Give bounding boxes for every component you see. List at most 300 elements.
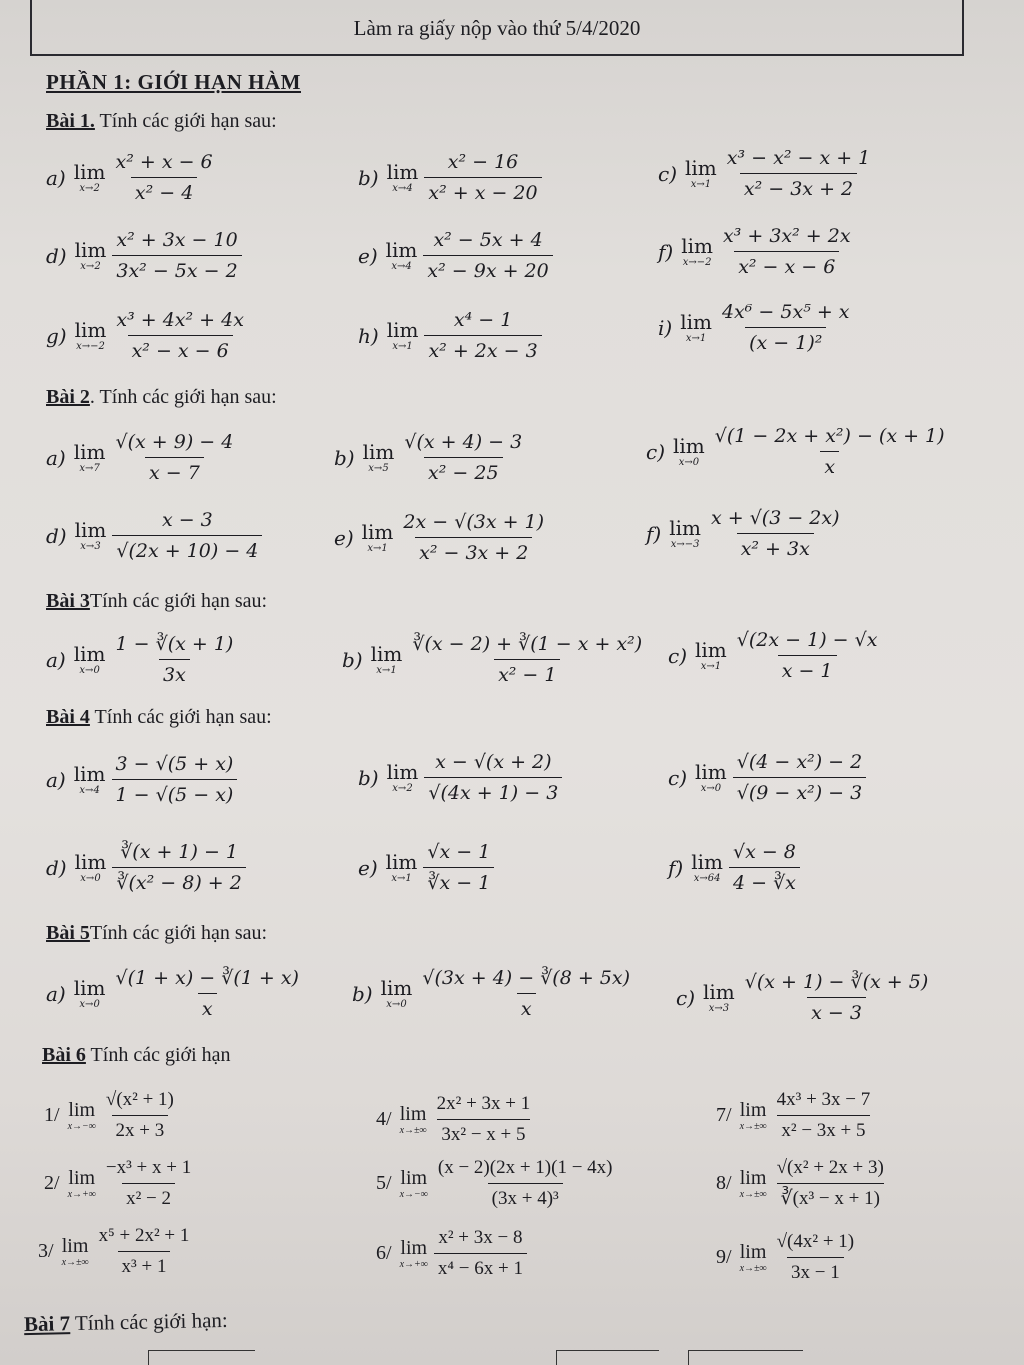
numerator: x² − 16 [447, 151, 519, 173]
lim-word: lim [400, 1237, 428, 1259]
exercise-number: 3/ [38, 1240, 54, 1262]
limit [673, 435, 705, 468]
lim-word: lim [361, 520, 394, 544]
lim-word: lim [73, 642, 106, 666]
denominator: x [517, 993, 536, 1021]
lim-word: lim [386, 760, 419, 784]
limit [681, 235, 713, 268]
limit [74, 441, 106, 474]
fraction [423, 228, 552, 283]
denominator: 1 − √(5 − x) [112, 779, 238, 807]
section-text: Tính các giới hạn sau: [89, 922, 268, 944]
lim-word: lim [386, 160, 419, 184]
exercise-6-9 [716, 1230, 858, 1285]
exercise-6-1 [44, 1088, 178, 1143]
lim-word: lim [385, 238, 418, 262]
numerator: √(x + 9) − 4 [115, 431, 234, 453]
exercise-letter: b) [358, 765, 379, 790]
limit-sub: x→1 [376, 665, 397, 676]
numerator: 1 − ∛(x + 1) [115, 633, 234, 655]
exercise-letter: d) [46, 523, 67, 548]
numerator: √(x + 1) − ∛(x + 5) [744, 971, 929, 993]
denominator: x² − 3x + 2 [415, 537, 532, 565]
denominator: (x − 1)² [745, 327, 826, 355]
limit-sub: x→3 [708, 1003, 730, 1014]
section-label: Bài 4 [46, 706, 90, 728]
limit [371, 643, 403, 676]
exercise-3c [668, 628, 881, 683]
limit-sub: x→−∞ [67, 1121, 96, 1132]
lim-word: lim [691, 850, 723, 874]
lim-word: lim [703, 980, 735, 1004]
lim-word: lim [685, 156, 717, 180]
numerator: x² + 3x − 10 [116, 229, 238, 251]
exercise-1g [46, 308, 248, 363]
exercise-letter: c) [646, 439, 666, 464]
fraction [112, 632, 238, 687]
exercise-4f [668, 840, 800, 895]
fraction [741, 970, 932, 1025]
numerator: (x − 2)(2x + 1)(1 − 4x) [437, 1157, 613, 1178]
exercise-letter: f) [646, 521, 662, 546]
lim-word: lim [74, 318, 107, 342]
section-heading-bai7 [24, 1308, 228, 1337]
section-text: Tính các giới hạn sau: [94, 110, 277, 132]
exercise-number: 4/ [376, 1108, 392, 1130]
numerator: x + √(3 − 2x) [710, 507, 840, 529]
exercise-6-5 [376, 1156, 617, 1211]
lim-word: lim [739, 1241, 767, 1263]
fraction [718, 300, 854, 355]
limit [75, 519, 107, 552]
fraction [423, 840, 494, 895]
limit [62, 1235, 89, 1268]
limit-sub: x→0 [80, 873, 101, 884]
limit-sub: x→±∞ [739, 1121, 767, 1132]
lim-word: lim [380, 976, 413, 1000]
lim-word: lim [399, 1103, 427, 1125]
limit-sub: x→0 [700, 783, 722, 794]
fraction [112, 966, 303, 1021]
exercise-letter: a) [46, 445, 66, 470]
exercise-letter: c) [658, 161, 678, 186]
section-label: Bài 6 [42, 1044, 86, 1066]
exercise-letter: a) [46, 165, 66, 190]
fraction [433, 1092, 535, 1147]
denominator: √(9 − x²) − 3 [733, 777, 866, 805]
lim-word: lim [695, 760, 727, 784]
section-heading-bai6 [42, 1044, 231, 1067]
section-text: Tính các giới hạn [85, 1044, 231, 1066]
exercise-2b [334, 430, 526, 485]
denominator: x² − x − 6 [128, 335, 233, 363]
fraction [733, 750, 866, 805]
numerator: √(4 − x²) − 2 [736, 751, 863, 773]
exercise-5c [676, 970, 932, 1025]
denominator: x² − 9x + 20 [423, 255, 552, 283]
lim-word: lim [400, 1167, 428, 1189]
cut-off-radical [688, 1350, 803, 1365]
exercise-2f [646, 506, 844, 561]
denominator: (3x + 4)³ [488, 1183, 563, 1211]
limit [362, 521, 394, 554]
numerator: √(4x² + 1) [776, 1231, 855, 1252]
limit-sub: x→2 [392, 783, 413, 794]
fraction [400, 430, 526, 485]
limit-sub: x→−3 [670, 539, 700, 550]
limit [691, 851, 723, 884]
exercise-5a [46, 966, 303, 1021]
exercise-letter: c) [676, 985, 696, 1010]
denominator: x² + 3x [737, 533, 814, 561]
numerator: √(x + 4) − 3 [404, 431, 523, 453]
limit-sub: x→0 [386, 999, 407, 1010]
limit [703, 981, 735, 1014]
exercise-letter: d) [46, 243, 67, 268]
fraction [112, 308, 248, 363]
fraction [434, 1156, 617, 1211]
section-heading-bai2 [46, 386, 277, 409]
limit [400, 1167, 428, 1200]
limit [695, 639, 727, 672]
fraction [773, 1088, 875, 1143]
fraction [773, 1230, 859, 1285]
exercise-3a [46, 632, 237, 687]
exercise-6-8 [716, 1156, 888, 1211]
denominator: x⁴ − 6x + 1 [434, 1253, 527, 1281]
exercise-6-2 [44, 1156, 195, 1211]
exercise-5b [352, 966, 634, 1021]
section-heading-bai4 [46, 706, 272, 729]
limit-sub: x→3 [80, 541, 101, 552]
lim-word: lim [386, 318, 419, 342]
limit [740, 1099, 767, 1132]
exercise-letter: c) [668, 643, 688, 668]
exercise-6-6 [376, 1226, 527, 1281]
fraction [711, 424, 949, 479]
denominator: x² + x − 20 [424, 177, 541, 205]
numerator: x⁴ − 1 [453, 309, 513, 331]
cut-off-radical [556, 1350, 659, 1365]
exercise-number: 8/ [716, 1172, 732, 1194]
denominator: x − 1 [778, 655, 837, 683]
limit [74, 977, 106, 1010]
fraction [112, 840, 245, 895]
exercise-6-4 [376, 1092, 534, 1147]
numerator: √(1 + x) − ∛(1 + x) [115, 967, 299, 989]
fraction [424, 308, 541, 363]
exercise-2d [46, 508, 262, 563]
fraction [112, 430, 238, 485]
submission-note: Làm ra giấy nộp vào thứ 5/4/2020 [353, 16, 641, 40]
exercise-4d [46, 840, 246, 895]
limit-sub: x→1 [690, 179, 712, 190]
fraction [733, 628, 882, 683]
exercise-1i [658, 300, 854, 355]
denominator: 3x [159, 659, 190, 687]
exercise-number: 5/ [376, 1172, 392, 1194]
denominator: 2x + 3 [112, 1115, 169, 1143]
limit-sub: x→1 [685, 333, 707, 344]
numerator: √(2x − 1) − √x [736, 629, 878, 651]
denominator: x² − 2 [122, 1183, 175, 1211]
exercise-number: 2/ [44, 1172, 60, 1194]
section-text: . Tính các giới hạn sau: [89, 386, 277, 408]
denominator: 3x − 1 [787, 1257, 844, 1285]
numerator: x³ + 4x² + 4x [116, 309, 244, 331]
exercise-3b [342, 632, 646, 687]
exercise-letter: d) [46, 855, 67, 880]
lim-word: lim [681, 234, 713, 258]
denominator: x³ + 1 [118, 1251, 171, 1279]
numerator: 2x − √(3x + 1) [403, 511, 545, 533]
section-label: Bài 5 [46, 922, 90, 944]
fraction [434, 1226, 527, 1281]
exercise-letter: g) [46, 323, 67, 348]
exercise-letter: e) [334, 525, 354, 550]
numerator: x³ − x² − x + 1 [726, 147, 871, 169]
limit-sub: x→1 [700, 661, 722, 672]
exercise-letter: h) [358, 323, 379, 348]
exercise-letter: f) [668, 855, 684, 880]
limit [740, 1167, 767, 1200]
lim-word: lim [739, 1167, 767, 1189]
limit [685, 157, 717, 190]
cut-off-radical [148, 1350, 255, 1365]
exercise-number: 7/ [716, 1104, 732, 1126]
numerator: √(x² + 2x + 3) [776, 1157, 884, 1178]
section-label: Bài 1. [46, 110, 95, 132]
limit-sub: x→−2 [76, 341, 105, 352]
exercise-1a [46, 150, 217, 205]
fraction [723, 146, 874, 201]
part-title: PHẦN 1: GIỚI HẠN HÀM [46, 70, 301, 94]
exercise-1c [658, 146, 874, 201]
numerator: 4x⁶ − 5x⁵ + x [721, 301, 850, 323]
limit [740, 1241, 767, 1274]
section-heading-bai5 [46, 922, 267, 945]
exercise-6-7 [716, 1088, 874, 1143]
numerator: 2x² + 3x + 1 [436, 1093, 531, 1114]
fraction [95, 1224, 194, 1279]
limit [74, 161, 106, 194]
exercise-letter: b) [352, 981, 373, 1006]
fraction [112, 752, 238, 807]
numerator: ∛(x − 2) + ∛(1 − x + x²) [412, 633, 643, 655]
limit [387, 161, 419, 194]
fraction [424, 750, 562, 805]
limit [400, 1103, 427, 1136]
fraction [719, 224, 855, 279]
fraction [112, 150, 217, 205]
numerator: x − √(x + 2) [435, 751, 552, 773]
limit-sub: x→0 [678, 457, 700, 468]
denominator: x² − 3x + 2 [740, 173, 857, 201]
limit-sub: x→4 [392, 183, 413, 194]
denominator: x² − 1 [494, 659, 560, 687]
section-label: Bài 3 [46, 590, 90, 612]
limit [363, 441, 395, 474]
section-heading-bai1 [46, 110, 277, 133]
fraction [112, 508, 262, 563]
lim-word: lim [673, 434, 705, 458]
denominator: x² + 2x − 3 [424, 335, 541, 363]
denominator: x [820, 451, 839, 479]
exercise-letter: a) [46, 981, 66, 1006]
limit-sub: x→5 [368, 463, 389, 474]
fraction [102, 1156, 195, 1211]
denominator: ∛x − 1 [423, 867, 494, 895]
exercise-2c [646, 424, 949, 479]
lim-word: lim [370, 642, 403, 666]
numerator: √x − 8 [732, 841, 796, 863]
denominator: 3x² − x + 5 [437, 1119, 529, 1147]
denominator: 4 − ∛x [729, 867, 800, 895]
exercise-1e [358, 228, 553, 283]
exercise-2a [46, 430, 237, 485]
limit-sub: x→0 [79, 999, 100, 1010]
limit-sub: x→±∞ [399, 1125, 427, 1136]
limit [68, 1167, 96, 1200]
limit [387, 761, 419, 794]
fraction [424, 150, 541, 205]
exercise-letter: e) [358, 855, 378, 880]
limit [74, 763, 106, 796]
lim-word: lim [73, 160, 106, 184]
numerator: √(1 − 2x + x²) − (x + 1) [714, 425, 945, 447]
fraction [773, 1156, 888, 1211]
exercise-letter: a) [46, 647, 66, 672]
limit [75, 851, 107, 884]
lim-word: lim [68, 1099, 96, 1121]
limit [695, 761, 727, 794]
denominator: x − 3 [807, 997, 866, 1025]
limit-sub: x→2 [80, 261, 101, 272]
exercise-letter: f) [658, 239, 674, 264]
denominator: √(2x + 10) − 4 [112, 535, 262, 563]
limit-sub: x→1 [367, 543, 388, 554]
section-text: Tính các giới hạn: [69, 1307, 228, 1336]
limit [386, 851, 418, 884]
limit [381, 977, 413, 1010]
numerator: x³ + 3x² + 2x [722, 225, 851, 247]
numerator: x² + 3x − 8 [438, 1227, 523, 1248]
limit-sub: x→1 [392, 341, 413, 352]
numerator: −x³ + x + 1 [105, 1157, 192, 1178]
exercise-letter: e) [358, 243, 378, 268]
limit-sub: x→±∞ [61, 1257, 89, 1268]
fraction [112, 228, 241, 283]
lim-word: lim [385, 850, 418, 874]
exercise-number: 1/ [44, 1104, 60, 1126]
denominator: x² − 4 [131, 177, 197, 205]
denominator: x [198, 993, 217, 1021]
exercise-number: 6/ [376, 1242, 392, 1264]
fraction [102, 1088, 178, 1143]
exercise-4a [46, 752, 237, 807]
lim-word: lim [73, 440, 106, 464]
lim-word: lim [73, 976, 106, 1000]
limit-sub: x→2 [79, 183, 100, 194]
exercise-letter: c) [668, 765, 688, 790]
exercise-number: 9/ [716, 1246, 732, 1268]
numerator: ∛(x + 1) − 1 [120, 841, 239, 863]
denominator: 3x² − 5x − 2 [112, 255, 241, 283]
limit [387, 319, 419, 352]
lim-word: lim [669, 516, 701, 540]
exercise-6-3 [38, 1224, 193, 1279]
fraction [408, 632, 646, 687]
limit-sub: x→7 [79, 463, 100, 474]
limit [680, 311, 712, 344]
limit-sub: x→±∞ [739, 1189, 767, 1200]
section-heading-bai3 [46, 590, 267, 613]
denominator: ∛(x³ − x + 1) [777, 1183, 884, 1211]
limit-sub: x→0 [79, 665, 100, 676]
denominator: x² − x − 6 [734, 251, 839, 279]
fraction [418, 966, 634, 1021]
numerator: √x − 1 [427, 841, 491, 863]
limit [400, 1237, 428, 1270]
limit-sub: x→4 [79, 785, 100, 796]
denominator: ∛(x² − 8) + 2 [112, 867, 245, 895]
lim-word: lim [695, 638, 727, 662]
lim-word: lim [680, 310, 712, 334]
numerator: 4x³ + 3x − 7 [776, 1089, 871, 1110]
limit-sub: x→−∞ [399, 1189, 428, 1200]
numerator: x − 3 [161, 509, 213, 531]
limit [75, 239, 107, 272]
limit-sub: x→+∞ [67, 1189, 96, 1200]
exercise-2e [334, 510, 548, 565]
limit [75, 319, 107, 352]
exercise-letter: b) [342, 647, 363, 672]
fraction [707, 506, 844, 561]
exercise-4c [668, 750, 866, 805]
limit-sub: x→−2 [682, 257, 712, 268]
exercise-letter: a) [46, 767, 66, 792]
header-box [30, 0, 964, 56]
numerator: √(3x + 4) − ∛(8 + 5x) [422, 967, 631, 989]
lim-word: lim [61, 1235, 89, 1257]
fraction [399, 510, 548, 565]
denominator: x² − 25 [424, 457, 503, 485]
limit-sub: x→64 [693, 873, 721, 884]
lim-word: lim [739, 1099, 767, 1121]
lim-word: lim [73, 762, 106, 786]
limit [68, 1099, 96, 1132]
exercise-1f [658, 224, 855, 279]
lim-word: lim [68, 1167, 96, 1189]
numerator: x² + x − 6 [115, 151, 213, 173]
numerator: x² − 5x + 4 [433, 229, 543, 251]
denominator: √(4x + 1) − 3 [424, 777, 562, 805]
exercise-4b [358, 750, 562, 805]
exercise-letter: b) [358, 165, 379, 190]
limit-sub: x→4 [391, 261, 412, 272]
exercise-4e [358, 840, 494, 895]
section-label: Bài 7 [23, 1311, 71, 1337]
limit [386, 239, 418, 272]
exercise-letter: i) [658, 315, 673, 340]
limit-sub: x→1 [391, 873, 412, 884]
numerator: 3 − √(5 + x) [115, 753, 234, 775]
lim-word: lim [362, 440, 395, 464]
numerator: x⁵ + 2x² + 1 [98, 1225, 190, 1246]
exercise-1d [46, 228, 242, 283]
limit-sub: x→+∞ [399, 1259, 428, 1270]
section-label: Bài 2 [46, 386, 90, 408]
